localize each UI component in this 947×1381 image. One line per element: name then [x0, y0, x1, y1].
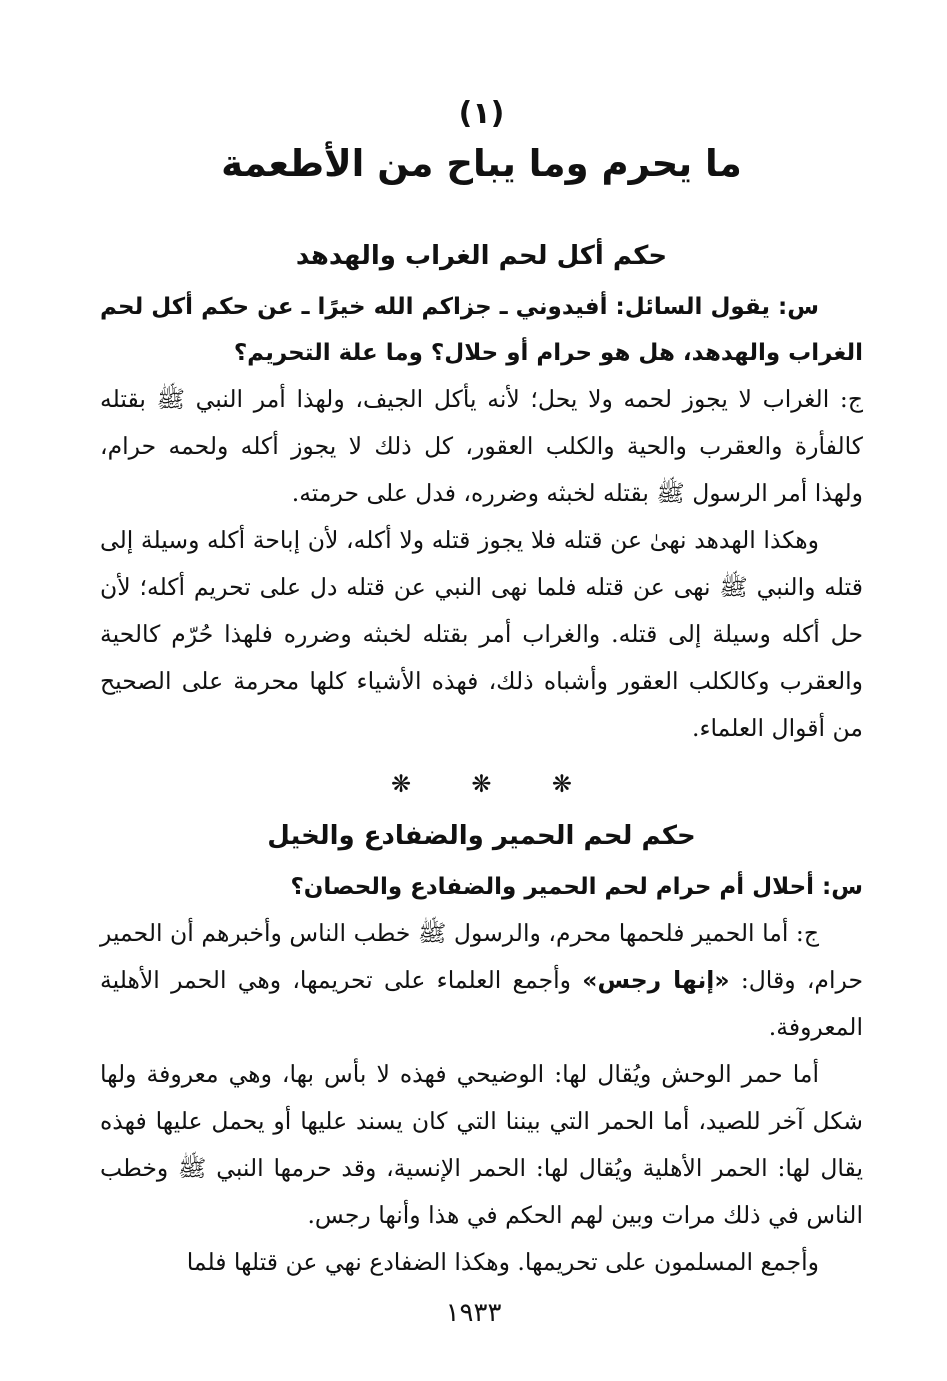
- answer-text: ج: أما الحمير فلحمها محرم، والرسول ﷺ خطب الناس وأخبرهم أن الحمير حرام، وقال:: [100, 919, 863, 994]
- body-paragraph: وهكذا الهدهد نهىٰ عن قتله فلا يجوز قتله ولا أكله، لأن إباحة أكله وسيلة إلى قتله والنبي ﷺ نهى عن قتله فلما نهى النبي عن قتله دل على تحريم أكله؛ لأن حل أكله وسيلة إلى قتله. والغراب أمر بقتله لخبثه وضرره فلهذا حُرّم كالحية والعقرب وكالكلب العقور وأشباه ذلك، فهذه الأشياء كلها محرمة على الصحيح من أقوال العلماء.: [100, 526, 863, 742]
- chapter-number: (١): [458, 96, 505, 131]
- answer-paragraph: [100, 910, 863, 1051]
- body-paragraph: وأجمع المسلمون على تحريمها. وهكذا الضفادع نهي عن قتلها فلما: [186, 1248, 819, 1276]
- chapter-title: ما يحرم وما يباح من الأطعمة: [221, 142, 742, 185]
- section-separator: ❋ ❋ ❋: [390, 770, 573, 798]
- page-number: ١٩٣٣: [445, 1298, 502, 1328]
- section-title: حكم أكل لحم الغراب والهدهد: [295, 241, 668, 271]
- section-title: حكم لحم الحمير والضفادع والخيل: [267, 821, 696, 851]
- section-crow-hoopoe: [100, 232, 863, 752]
- page-body: [100, 92, 863, 1286]
- question-text: س: أحلال أم حرام لحم الحمير والضفادع والحصان؟: [290, 874, 863, 900]
- body-paragraph: أما حمر الوحش ويُقال لها: الوضيحي فهذه لا بأس بها، وهي معروفة ولها شكل آخر للصيد، أما الحمر التي بيننا التي كان يسند عليها أو يحمل عليها فهذه يقال لها: الحمر الأهلية ويُقال لها: الحمر الإنسية، وقد حرمها النبي ﷺ وخطب الناس في ذلك مرات وبين لهم الحكم في هذا وأنها رجس.: [100, 1060, 863, 1229]
- section-donkeys-frogs-horses: [100, 812, 863, 1286]
- answer-paragraph: ج: الغراب لا يجوز لحمه ولا يحل؛ لأنه يأكل الجيف، ولهذا أمر النبي ﷺ بقتله كالفأرة والعقرب والحية والكلب العقور، كل ذلك لا يجوز أكله ولحمه حرام، ولهذا أمر الرسول ﷺ بقتله لخبثه وضرره، فدل على حرمته.: [100, 385, 863, 507]
- hadith-quote: «إنها رجس»: [582, 966, 730, 994]
- question-text: س: يقول السائل: أفيدوني ـ جزاكم الله خيرًا ـ عن حكم أكل لحم الغراب والهدهد، هل هو حرام أو حلال؟ وما علة التحريم؟: [100, 294, 863, 366]
- answer-text: وأجمع العلماء على تحريمها، وهي الحمر الأهلية المعروفة.: [100, 966, 863, 1041]
